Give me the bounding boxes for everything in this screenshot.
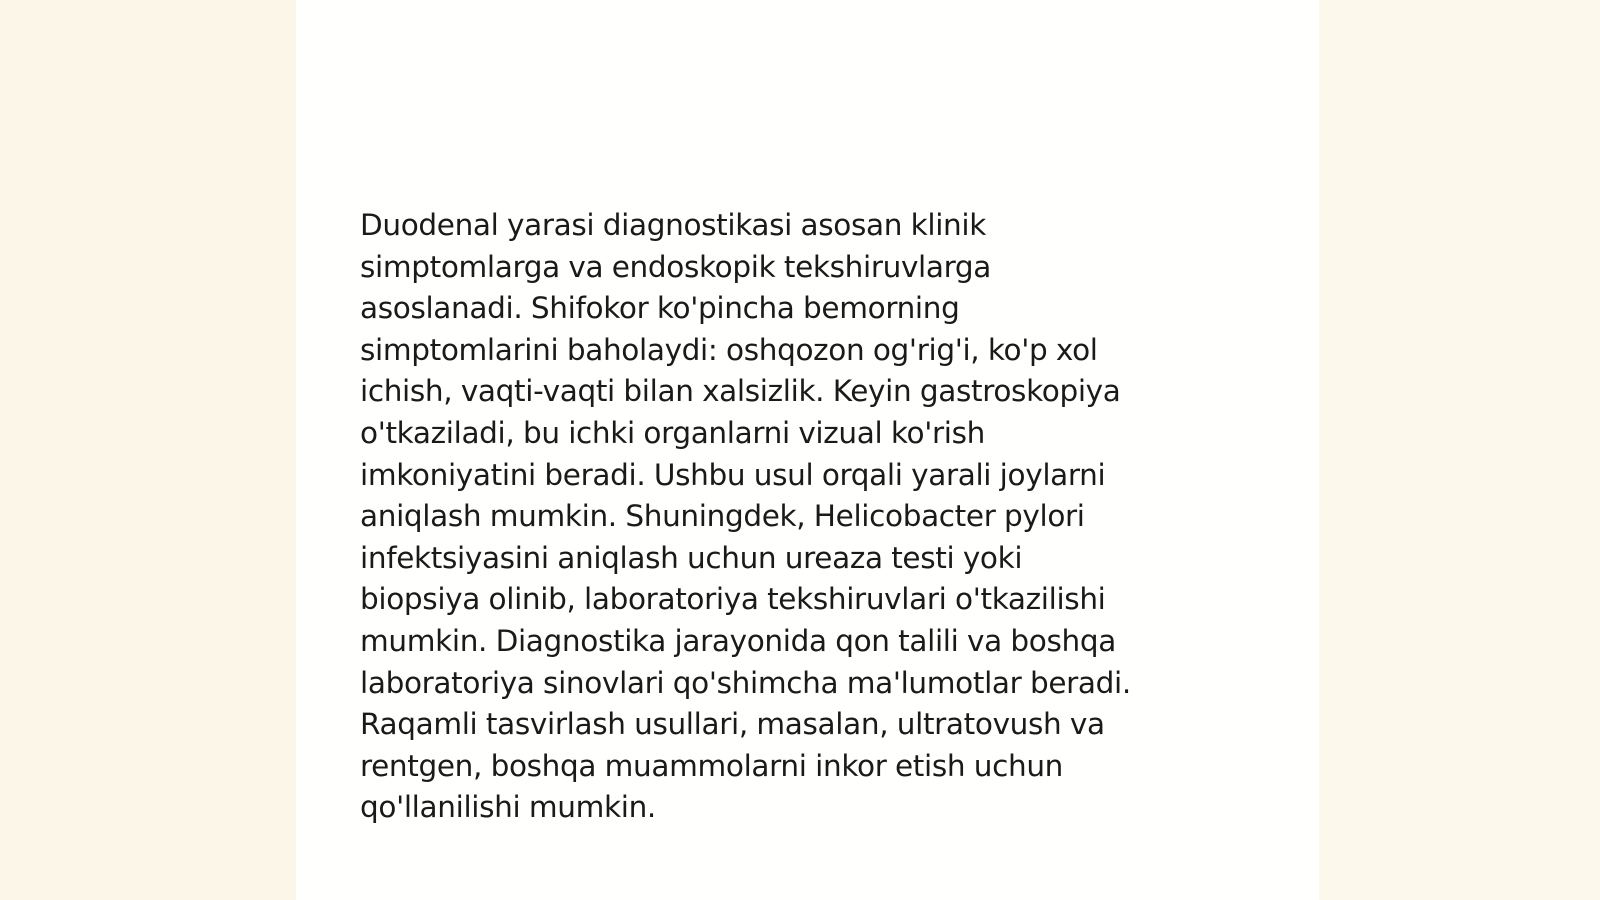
paragraph-line: Duodenal yarasi diagnostikasi asosan klinik (360, 208, 986, 242)
paragraph-line: laboratoriya sinovlari qo'shimcha ma'lumotlar beradi. (360, 665, 1131, 700)
paragraph-line: qo'llanilishi mumkin. (360, 790, 656, 825)
paragraph-line: rentgen, boshqa muammolarni inkor etish uchun (360, 748, 1064, 783)
body-paragraph (360, 205, 1260, 829)
paragraph-line: simptomlarini baholaydi: oshqozon og'rig'i, ko'p xol (360, 332, 1098, 367)
paragraph-line: infektsiyasini aniqlash uchun ureaza testi yoki (360, 540, 1023, 575)
paragraph-line: Raqamli tasvirlash usullari, masalan, ultratovush va (360, 707, 1105, 742)
paragraph-line: simptomlarga va endoskopik tekshiruvlarga (360, 249, 991, 284)
right-margin (1319, 0, 1600, 900)
paragraph-line: mumkin. Diagnostika jarayonida qon talili va boshqa (360, 623, 1116, 658)
document-page (296, 0, 1319, 900)
paragraph-line: biopsiya olinib, laboratoriya tekshiruvlari o'tkazilishi (360, 582, 1106, 617)
paragraph-line: aniqlash mumkin. Shuningdek, Helicobacter pylori (360, 499, 1085, 534)
paragraph-line: asoslanadi. Shifokor ko'pincha bemorning (360, 291, 960, 326)
paragraph-line: ichish, vaqti-vaqti bilan xalsizlik. Keyin gastroskopiya (360, 374, 1121, 409)
left-margin (0, 0, 296, 900)
paragraph-line: o'tkaziladi, bu ichki organlarni vizual ko'rish (360, 415, 985, 450)
paragraph-line: imkoniyatini beradi. Ushbu usul orqali yarali joylarni (360, 457, 1106, 492)
